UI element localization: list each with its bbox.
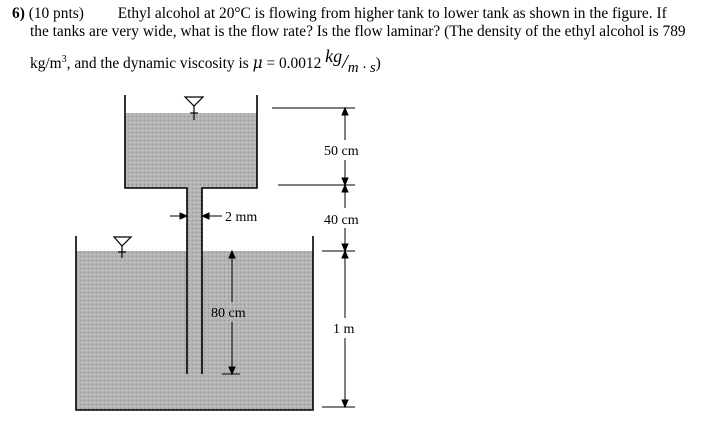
pipe-diameter-label: 2 mm — [225, 210, 258, 225]
lower-depth-label: 1 m — [333, 322, 355, 337]
question-number: 6) — [12, 5, 25, 22]
drop-height-label: 40 cm — [324, 213, 359, 228]
unit-numerator: kg — [325, 46, 343, 66]
density-unit: kg/m — [30, 55, 62, 72]
question-text-1: Ethyl alcohol at 20°C is flowing from higher tank to lower tank as shown in the figure. If — [117, 5, 667, 22]
question-points: (10 pnts) — [28, 5, 84, 22]
mu-symbol: μ — [252, 54, 263, 72]
viscosity-text: , and the dynamic viscosity is — [66, 55, 253, 72]
closing-paren: ) — [375, 55, 381, 72]
upper-depth-label: 50 cm — [324, 144, 359, 159]
question-line-2: the tanks are very wide, what is the flow rate? Is the flow laminar? (The density of the ethyl alcohol is 789 — [30, 23, 686, 40]
unit-slash: / — [342, 51, 348, 73]
pipe-liquid — [187, 188, 202, 374]
density-unit-exponent: 3 — [61, 53, 67, 65]
viscosity-value: = 0.0012 — [262, 55, 322, 72]
submerged-length-label: 80 cm — [211, 306, 246, 321]
unit-denominator: m · s — [347, 60, 376, 76]
